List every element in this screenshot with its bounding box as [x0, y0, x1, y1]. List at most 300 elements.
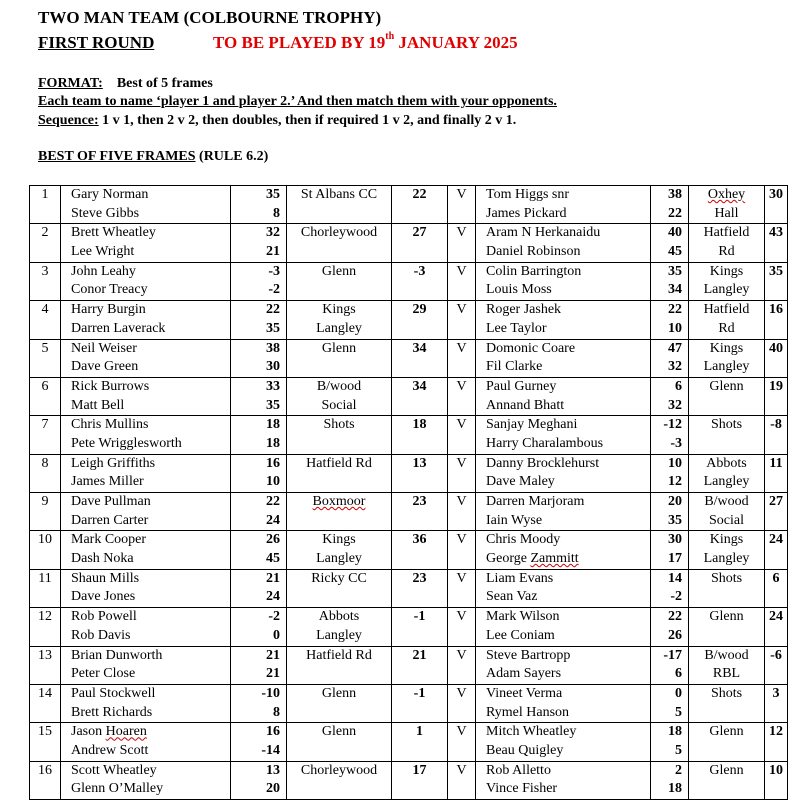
away-player-2: Rymel Hanson: [486, 704, 570, 720]
home-club: [287, 262, 392, 300]
away-score-1: 20: [668, 494, 682, 509]
home-club-line-1: B/wood: [316, 378, 362, 394]
home-club-line-2: [287, 780, 391, 799]
away-club: [689, 262, 765, 300]
away-club-line-2: [689, 397, 764, 416]
versus: [448, 493, 476, 531]
versus: [448, 569, 476, 607]
home-player-2: Matt Bell: [71, 397, 125, 413]
away-player-2: Annand Bhatt: [486, 397, 565, 413]
away-club-line-1: Kings: [709, 532, 744, 548]
away-player-2: Beau Quigley: [486, 742, 564, 758]
home-club-line-1: Glenn: [321, 263, 357, 279]
home-scores: [231, 262, 287, 300]
home-players: [61, 761, 231, 799]
away-player-2: Daniel Robinson: [486, 244, 581, 260]
home-club-line-1: Glenn: [321, 685, 357, 701]
match-number-text: 12: [38, 609, 52, 625]
best-of-rule: (RULE 6.2): [195, 149, 269, 164]
away-player-2: Harry Charalambous: [486, 435, 604, 451]
home-player-1: Brett Wheatley: [71, 225, 156, 241]
home-players: [61, 416, 231, 454]
fixtures-table: [29, 185, 788, 800]
home-player-2: Dave Jones: [71, 589, 136, 605]
home-score-1: 21: [266, 570, 280, 586]
home-score-2: 35: [266, 397, 280, 413]
format-label: FORMAT:: [38, 76, 103, 91]
away-club-line-1: Glenn: [709, 378, 744, 394]
away-score-1: 47: [668, 340, 682, 356]
away-club-line-2: Rd: [718, 244, 735, 260]
versus: [448, 339, 476, 377]
home-club-line-2: [287, 205, 391, 224]
home-player-2: Andrew Scott: [71, 742, 149, 758]
home-score-1: 22: [266, 302, 280, 318]
table-row: [30, 608, 788, 646]
away-club-line-1: Shots: [710, 685, 743, 701]
away-players: [476, 761, 651, 799]
home-total-text: -1: [413, 609, 426, 625]
away-club-line-1: B/wood: [704, 647, 749, 663]
away-club-line-2: [689, 742, 764, 761]
home-club-line-1: Ricky CC: [311, 570, 367, 586]
home-total-text: 29: [412, 302, 427, 318]
fixtures-body: [30, 186, 788, 800]
away-player-1: Chris Moody: [486, 532, 561, 548]
away-club: [689, 493, 765, 531]
home-total: [392, 684, 448, 722]
away-player-1: Sanjay Meghani: [486, 417, 578, 433]
away-score-1: 2: [675, 762, 682, 778]
versus: [448, 761, 476, 799]
away-club-line-1: Glenn: [709, 724, 744, 740]
match-number: [30, 224, 61, 262]
away-club: [689, 684, 765, 722]
versus: [448, 262, 476, 300]
home-player-1: Dave Pullman: [71, 494, 151, 509]
home-score-1: 22: [266, 494, 280, 509]
away-club-line-2: [689, 780, 764, 799]
home-club: [287, 761, 392, 799]
versus-text: V: [456, 225, 467, 241]
home-player-1: Mark Cooper: [71, 532, 147, 548]
home-total: [392, 224, 448, 262]
versus-text: V: [456, 263, 467, 279]
table-row: [30, 377, 788, 415]
home-club-line-2: Langley: [316, 551, 362, 567]
away-player-2: James Pickard: [486, 205, 567, 221]
home-score-2: -14: [261, 742, 280, 758]
away-club-line-1: Abbots: [706, 455, 747, 471]
home-score-2: 8: [273, 205, 280, 221]
away-scores: [651, 186, 689, 224]
home-club-line-2: [287, 665, 391, 684]
versus-text: V: [456, 762, 467, 778]
home-club-line-2: [287, 358, 391, 377]
home-scores: [231, 646, 287, 684]
format-value: Best of 5 frames: [116, 76, 213, 91]
home-club: [287, 608, 392, 646]
away-player-2: Fil Clarke: [486, 359, 543, 375]
home-players: [61, 186, 231, 224]
away-player-1: Mitch Wheatley: [486, 724, 577, 740]
home-total: [392, 608, 448, 646]
away-scores: [651, 761, 689, 799]
home-players: [61, 339, 231, 377]
home-club: [287, 531, 392, 569]
away-player-1: Darren Marjoram: [486, 494, 585, 509]
away-player-1: Paul Gurney: [486, 378, 557, 394]
away-total-text: 24: [769, 532, 783, 548]
home-total-text: 34: [412, 340, 427, 356]
home-club: [287, 301, 392, 339]
away-player-1: Tom Higgs snr: [486, 187, 570, 202]
home-player-1: John Leahy: [71, 263, 136, 279]
home-player-2: Peter Close: [71, 666, 136, 682]
away-players: [476, 493, 651, 531]
home-total-text: 27: [412, 225, 427, 241]
home-players: [61, 493, 231, 531]
home-players: [61, 454, 231, 492]
versus-text: V: [456, 187, 467, 202]
sequence-line: [38, 113, 516, 129]
match-number: [30, 493, 61, 531]
away-club: [689, 761, 765, 799]
home-player-2: Steve Gibbs: [71, 205, 140, 221]
versus-text: V: [456, 532, 467, 548]
home-players: [61, 531, 231, 569]
away-player-1: Steve Bartropp: [486, 647, 571, 663]
home-score-1: 13: [266, 762, 280, 778]
home-club-line-2: [287, 512, 391, 531]
away-total: [765, 531, 788, 569]
away-score-1: 6: [675, 378, 682, 394]
home-score-1: -10: [261, 685, 280, 701]
away-club: [689, 186, 765, 224]
home-score-2: 20: [266, 781, 280, 797]
away-club-line-2: Langley: [703, 551, 750, 567]
match-number-text: 3: [41, 263, 49, 279]
away-player-2: Lee Coniam: [486, 627, 555, 643]
away-club: [689, 454, 765, 492]
away-club-line-1: B/wood: [704, 494, 749, 509]
table-row: [30, 224, 788, 262]
home-club-line-1: St Albans CC: [300, 187, 378, 202]
away-score-1: 10: [668, 455, 682, 471]
away-club: [689, 723, 765, 761]
home-club: [287, 454, 392, 492]
versus-text: V: [456, 685, 467, 701]
away-total: [765, 377, 788, 415]
home-total: [392, 416, 448, 454]
page-title: [38, 8, 381, 28]
home-club: [287, 569, 392, 607]
home-total-text: 23: [412, 570, 427, 586]
home-club-line-2: [287, 742, 391, 761]
versus-text: V: [456, 340, 467, 356]
home-total-text: 13: [412, 455, 427, 471]
versus: [448, 723, 476, 761]
away-total: [765, 262, 788, 300]
home-score-1: 18: [266, 417, 280, 433]
match-number: [30, 454, 61, 492]
away-total: [765, 569, 788, 607]
home-club: [287, 186, 392, 224]
home-score-1: -2: [268, 609, 280, 625]
home-score-2: 35: [266, 320, 280, 336]
away-score-2: 45: [668, 244, 682, 260]
table-row: [30, 493, 788, 531]
match-number: [30, 608, 61, 646]
versus: [448, 224, 476, 262]
away-players: [476, 569, 651, 607]
home-player-2: Glenn O’Malley: [71, 781, 164, 797]
away-club-line-1: Oxhey: [707, 187, 746, 202]
away-player-1: Vineet Verma: [486, 685, 563, 701]
home-score-1: 35: [266, 187, 280, 202]
versus-text: V: [456, 609, 467, 625]
home-player-1: Gary Norman: [71, 187, 149, 202]
home-score-2: 8: [273, 704, 280, 720]
away-club: [689, 416, 765, 454]
away-players: [476, 224, 651, 262]
match-number-text: 16: [38, 762, 52, 778]
home-scores: [231, 531, 287, 569]
home-club-line-2: [287, 704, 391, 723]
away-players: [476, 723, 651, 761]
away-players: [476, 301, 651, 339]
table-row: [30, 569, 788, 607]
away-player-1: Danny Brocklehurst: [486, 455, 600, 471]
away-scores: [651, 723, 689, 761]
home-player-2: Rob Davis: [71, 627, 131, 643]
away-score-1: -17: [663, 647, 682, 663]
home-players: [61, 301, 231, 339]
away-player-2: Adam Sayers: [486, 666, 562, 682]
instruction-text: Each team to name ‘player 1 and player 2.’ And then match them with your opponents.: [38, 94, 557, 109]
home-total: [392, 377, 448, 415]
away-total-text: 35: [769, 263, 783, 279]
away-score-1: 0: [675, 685, 682, 701]
versus: [448, 646, 476, 684]
home-club: [287, 684, 392, 722]
home-score-2: 18: [266, 435, 280, 451]
versus: [448, 186, 476, 224]
home-club-line-2: Langley: [316, 627, 362, 643]
deadline-pre: TO BE PLAYED BY 19: [213, 33, 386, 52]
away-total: [765, 761, 788, 799]
versus-text: V: [456, 494, 467, 509]
away-scores: [651, 569, 689, 607]
home-player-1: Scott Wheatley: [71, 762, 157, 778]
home-scores: [231, 186, 287, 224]
away-scores: [651, 377, 689, 415]
away-total-text: 40: [769, 340, 783, 356]
best-of-heading: [38, 149, 268, 165]
away-total: [765, 301, 788, 339]
away-player-1: Colin Barrington: [486, 263, 582, 279]
home-total: [392, 301, 448, 339]
versus: [448, 684, 476, 722]
away-club-line-2: [689, 588, 764, 607]
away-total-text: 43: [769, 225, 783, 241]
table-row: [30, 301, 788, 339]
match-number: [30, 262, 61, 300]
away-score-1: 22: [668, 609, 682, 625]
table-row: [30, 454, 788, 492]
away-club: [689, 224, 765, 262]
home-score-1: 26: [266, 532, 280, 548]
away-score-1: 18: [668, 724, 682, 740]
home-total-text: 23: [412, 494, 427, 509]
home-score-2: -2: [268, 282, 280, 298]
home-score-2: 21: [266, 244, 280, 260]
versus-text: V: [456, 570, 467, 586]
away-players: [476, 262, 651, 300]
home-total-text: 36: [412, 532, 427, 548]
away-club-line-1: Shots: [710, 570, 743, 586]
home-scores: [231, 301, 287, 339]
home-player-1: Paul Stockwell: [71, 685, 156, 701]
away-club: [689, 569, 765, 607]
away-total: [765, 186, 788, 224]
home-club: [287, 723, 392, 761]
away-players: [476, 377, 651, 415]
home-scores: [231, 493, 287, 531]
versus-text: V: [456, 302, 467, 318]
home-score-2: 10: [266, 474, 280, 490]
home-score-1: 38: [266, 340, 280, 356]
home-club-line-1: Abbots: [318, 609, 360, 625]
away-players: [476, 531, 651, 569]
home-total: [392, 262, 448, 300]
away-club-line-2: Langley: [703, 474, 750, 490]
home-club-line-2: [287, 588, 391, 607]
home-player-2: Darren Carter: [71, 512, 149, 528]
home-club-line-2: [287, 281, 391, 300]
home-club: [287, 339, 392, 377]
match-number-text: 15: [38, 724, 52, 740]
away-total: [765, 224, 788, 262]
away-club: [689, 646, 765, 684]
home-club-line-1: Glenn: [321, 724, 357, 740]
away-player-2: George Zammitt: [486, 551, 579, 567]
away-total: [765, 684, 788, 722]
home-score-2: 21: [266, 666, 280, 682]
home-player-2: Dave Green: [71, 359, 139, 375]
away-score-2: 18: [668, 781, 682, 797]
home-score-2: 0: [273, 627, 280, 643]
home-club-line-1: Kings: [322, 302, 356, 318]
home-club-line-2: [287, 473, 391, 492]
away-player-1: Mark Wilson: [486, 609, 560, 625]
home-score-2: 45: [266, 551, 280, 567]
home-club: [287, 416, 392, 454]
home-player-1: Rob Powell: [71, 609, 137, 625]
deadline-post: JANUARY 2025: [394, 33, 518, 52]
home-score-2: 24: [266, 512, 280, 528]
away-score-2: -3: [670, 435, 682, 451]
home-scores: [231, 454, 287, 492]
deadline-text: [213, 33, 518, 53]
away-scores: [651, 454, 689, 492]
away-total-text: 16: [769, 302, 783, 318]
home-total-text: -3: [413, 263, 426, 279]
away-score-2: 22: [668, 205, 682, 221]
match-number: [30, 646, 61, 684]
match-number: [30, 531, 61, 569]
away-total-text: 19: [769, 378, 783, 394]
away-scores: [651, 224, 689, 262]
away-player-2: Sean Vaz: [486, 589, 538, 605]
match-number: [30, 684, 61, 722]
match-number-text: 4: [41, 302, 49, 318]
away-total: [765, 493, 788, 531]
home-player-2: Conor Treacy: [71, 282, 148, 298]
match-number: [30, 569, 61, 607]
table-row: [30, 339, 788, 377]
home-club: [287, 377, 392, 415]
home-score-2: 30: [266, 359, 280, 375]
sequence-value: 1 v 1, then 2 v 2, then doubles, then if required 1 v 2, and finally 2 v 1.: [98, 113, 517, 128]
home-total: [392, 186, 448, 224]
away-total-text: 6: [772, 570, 780, 586]
home-players: [61, 377, 231, 415]
table-row: [30, 262, 788, 300]
away-player-2: Lee Taylor: [486, 320, 547, 336]
home-scores: [231, 377, 287, 415]
away-players: [476, 416, 651, 454]
away-club: [689, 608, 765, 646]
home-scores: [231, 608, 287, 646]
away-club-line-2: Rd: [718, 320, 735, 336]
home-scores: [231, 224, 287, 262]
home-club-line-1: Boxmoor: [312, 494, 366, 509]
home-club-line-2: [287, 243, 391, 262]
home-total: [392, 761, 448, 799]
home-club-line-1: Kings: [322, 532, 356, 548]
versus: [448, 608, 476, 646]
home-scores: [231, 416, 287, 454]
away-scores: [651, 531, 689, 569]
home-total-text: 34: [412, 378, 427, 394]
away-score-2: 5: [675, 704, 682, 720]
versus: [448, 531, 476, 569]
away-club-line-2: Langley: [703, 359, 750, 375]
home-club: [287, 493, 392, 531]
deadline-sup: th: [385, 31, 395, 42]
home-score-1: 16: [266, 724, 280, 740]
away-club-line-2: [689, 435, 764, 454]
match-number-text: 5: [41, 340, 49, 356]
away-club-line-2: Hall: [714, 205, 739, 221]
home-player-1: Neil Weiser: [71, 340, 137, 356]
home-club-line-1: Shots: [323, 417, 355, 433]
away-scores: [651, 262, 689, 300]
versus: [448, 454, 476, 492]
home-total: [392, 454, 448, 492]
away-scores: [651, 339, 689, 377]
home-total-text: 22: [412, 187, 427, 202]
home-score-1: 33: [266, 378, 280, 394]
table-row: [30, 684, 788, 722]
home-player-1: Brian Dunworth: [71, 647, 163, 663]
away-total-text: 24: [769, 609, 783, 625]
away-score-2: 32: [668, 397, 682, 413]
home-players: [61, 684, 231, 722]
away-players: [476, 454, 651, 492]
away-score-2: 6: [675, 666, 682, 682]
